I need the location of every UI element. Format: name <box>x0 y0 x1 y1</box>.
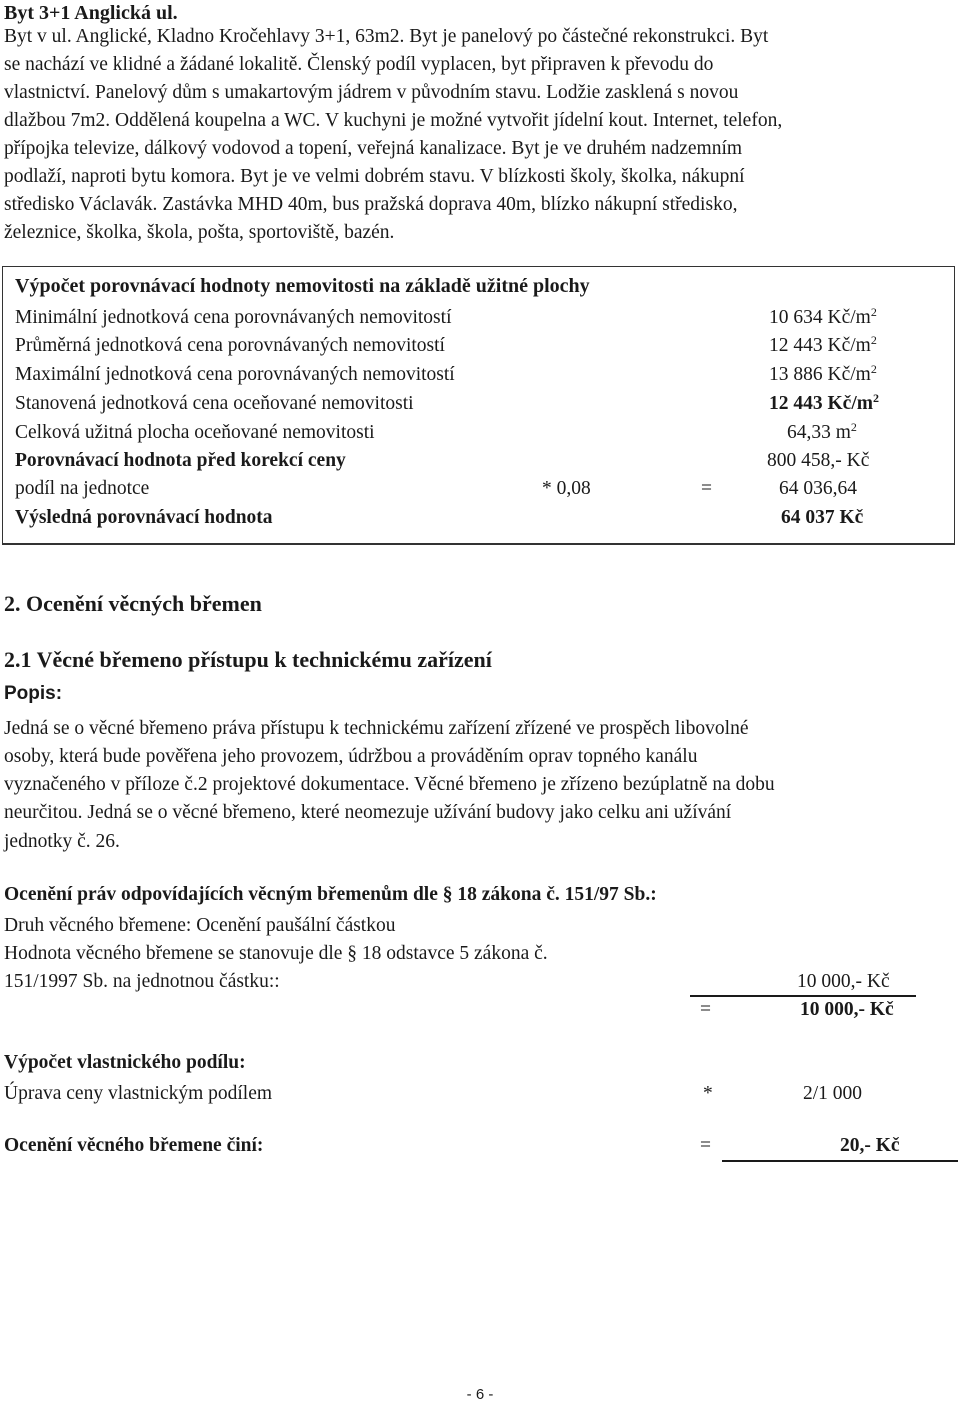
calc-row-value: 64,33 $m^2$ <box>787 420 857 443</box>
calc-row <box>15 507 935 535</box>
section-heading: 2. Ocenění věcných břemen <box>4 591 262 616</box>
description-line: podlaží, naproti bytu komora. Byt je ve velmi dobrém stavu. V blízkosti školy, školka, nákupní <box>4 166 745 187</box>
description-line: se nachází ve klidné a žádané lokalitě. Členský podíl vyplacen, byt připraven k převodu do <box>4 54 714 75</box>
paragraph-line: osoby, která bude pověřena jeho provozem, údržbou a prováděním oprav topného kanálu <box>4 746 698 767</box>
description-line: železnice, školka, škola, pošta, sportoviště, bazén. <box>4 222 395 243</box>
value-line-1: Hodnota věcného břemene se stanovuje dle § 18 odstavce 5 zákona č. <box>4 943 548 964</box>
final-label: Ocenění věcného břemene činí: <box>4 1135 264 1156</box>
description-line: středisko Václavák. Zastávka MHD 40m, bus pražská doprava 40m, blízko nákupní středisko, <box>4 194 738 215</box>
value-amount: 10 000,- Kč <box>797 971 890 992</box>
paragraph-line: vyznačeného v příloze č.2 projektové dokumentace. Věcné břemeno je zřízeno bezúplatně na dobu <box>4 774 775 795</box>
calc-row-value: 12 443 $Kč/m^2$ <box>769 333 877 356</box>
calc-row-equals: = <box>701 478 712 499</box>
ownership-value: 2/1 000 <box>803 1083 863 1104</box>
description-line: dlažbou 7m2. Oddělená koupelna a WC. V kuchyni je možné vytvořit jídelní kout. Internet, telefon, <box>4 110 783 131</box>
ownership-heading: Výpočet vlastnického podílu: <box>4 1052 246 1073</box>
calc-row <box>15 393 935 421</box>
description-line: vlastnictví. Panelový dům s umakartovým jádrem v původním stavu. Lodžie zasklená s novou <box>4 82 739 103</box>
calc-row <box>15 450 935 478</box>
calc-row-label: podíl na jednotce <box>15 478 150 499</box>
calc-row-label: Maximální jednotková cena porovnávaných nemovitostí <box>15 364 455 385</box>
description-line: přípojka televize, dálkový vodovod a topení, veřejná kanalizace. Byt je ve druhém nadzemním <box>4 138 743 159</box>
paragraph-line: neurčitou. Jedná se o věcné břemeno, které neomezuje užívání budovy jako celku ani užívání <box>4 802 732 823</box>
calculation-title: Výpočet porovnávací hodnoty nemovitosti na základě užitné plochy <box>15 275 590 297</box>
calc-row-value: 12 443 $Kč/m^2$ <box>769 391 879 414</box>
property-title: Byt 3+1 Anglická ul. <box>4 2 178 24</box>
final-equals: = <box>700 1135 711 1156</box>
ownership-operator: * <box>703 1083 713 1104</box>
description-line: Byt v ul. Anglické, Kladno Kročehlavy 3+1, 63m2. Byt je panelový po částečné rekonstrukci. Byt <box>4 26 769 47</box>
calc-row <box>15 422 935 450</box>
calc-row-label: Stanovená jednotková cena oceňované nemovitosti <box>15 393 414 414</box>
calc-row-label: Minimální jednotková cena porovnávaných nemovitostí <box>15 307 452 328</box>
calc-row <box>15 307 935 335</box>
total-amount: 10 000,- Kč <box>800 999 894 1020</box>
final-underline <box>722 1160 958 1162</box>
calc-row-label: Průměrná jednotková cena porovnávaných nemovitostí <box>15 335 445 356</box>
calc-row-label: Výsledná porovnávací hodnota <box>15 507 273 528</box>
popis-label: Popis: <box>4 683 63 704</box>
ownership-label: Úprava ceny vlastnickým podílem <box>4 1083 273 1104</box>
paragraph-line: jednotky č. 26. <box>4 831 120 852</box>
calc-row-value: 64 036,64 <box>779 478 857 499</box>
valuation-heading: Ocenění práv odpovídajících věcným břemenům dle § 18 zákona č. 151/97 Sb.: <box>4 884 657 905</box>
value-line-2: 151/1997 Sb. na jednotnou částku:: <box>4 971 280 992</box>
page-number: - 6 - <box>466 1386 494 1403</box>
calc-row-multiplier: * 0,08 <box>542 478 591 499</box>
calc-row-value: 10 634 $Kč/m^2$ <box>769 305 877 328</box>
calc-row <box>15 478 935 506</box>
total-equals: = <box>700 999 711 1020</box>
calc-row <box>15 335 935 363</box>
type-line: Druh věcného břemene: Ocenění paušální částkou <box>4 915 396 936</box>
sum-underline <box>690 995 916 997</box>
calculation-box <box>2 266 955 545</box>
calc-row-value: 800 458,- Kč <box>767 450 870 471</box>
final-amount: 20,- Kč <box>840 1135 900 1156</box>
paragraph-line: Jedná se o věcné břemeno práva přístupu k technickému zařízení zřízené ve prospěch libovolné <box>4 718 749 739</box>
calc-row-value: 13 886 $Kč/m^2$ <box>769 362 877 385</box>
calc-row-label: Celková užitná plocha oceňované nemovitosti <box>15 422 375 443</box>
calc-row-value: 64 037 Kč <box>781 507 864 528</box>
calc-row-label: Porovnávací hodnota před korekcí ceny <box>15 450 346 471</box>
subsection-heading: 2.1 Věcné břemeno přístupu k technickému zařízení <box>4 647 492 672</box>
calc-row <box>15 364 935 392</box>
